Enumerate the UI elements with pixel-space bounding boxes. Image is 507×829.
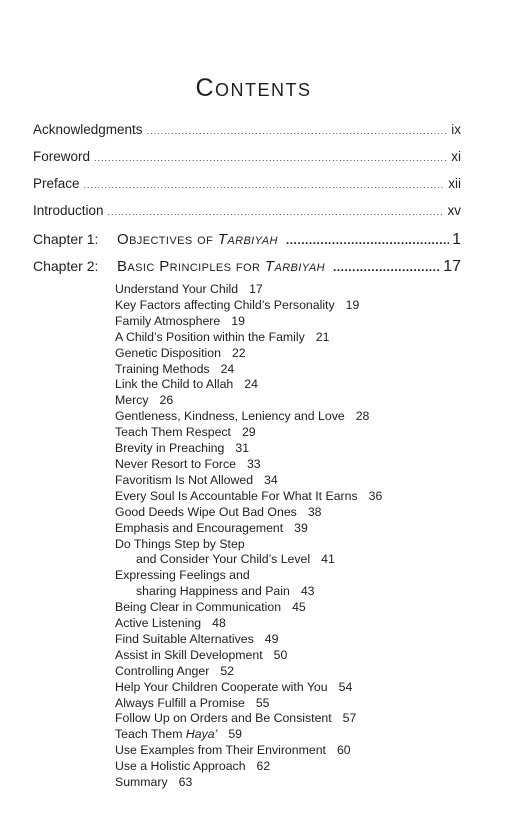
- dot-leader: [94, 149, 447, 167]
- section-entry[interactable]: Use Examples from Their Environment 60: [115, 743, 351, 758]
- section-entry[interactable]: Key Factors affecting Child’s Personality 19: [115, 297, 360, 312]
- section-entry[interactable]: Mercy 26: [115, 393, 174, 408]
- chapter-number: Chapter 1:: [33, 231, 99, 247]
- section-entry[interactable]: A Child’s Position within the Family 21: [115, 329, 330, 344]
- section-entry[interactable]: Controlling Anger 52: [115, 663, 235, 678]
- section-entry-continuation[interactable]: sharing Happiness and Pain 43: [136, 584, 315, 599]
- section-entry[interactable]: Expressing Feelings and: [115, 568, 250, 583]
- section-entry[interactable]: Do Things Step by Step: [115, 536, 245, 551]
- chapter-2-section-list: [115, 282, 475, 791]
- toc-entry-page: xi: [451, 149, 461, 164]
- section-entry[interactable]: Good Deeds Wipe Out Bad Ones 38: [115, 504, 322, 519]
- section-entry[interactable]: Genetic Disposition 22: [115, 345, 246, 360]
- toc-chapter-1[interactable]: [33, 229, 461, 250]
- dot-leader: [147, 122, 447, 140]
- section-entry[interactable]: Follow Up on Orders and Be Consistent 57: [115, 711, 357, 726]
- toc-entry-page: xii: [448, 176, 461, 191]
- section-entry[interactable]: Never Resort to Force 33: [115, 456, 261, 471]
- toc-entry-label: Preface: [33, 176, 80, 191]
- section-entry[interactable]: Assist in Skill Development 50: [115, 647, 288, 662]
- toc-entry-preface[interactable]: [33, 175, 461, 194]
- section-entry[interactable]: Being Clear in Communication 45: [115, 600, 306, 615]
- section-entry[interactable]: Link the Child to Allah 24: [115, 377, 258, 392]
- toc-chapter-2[interactable]: [33, 256, 461, 277]
- page-title: Contents: [195, 74, 312, 102]
- section-entry[interactable]: Help Your Children Cooperate with You 54: [115, 679, 353, 694]
- chapter-title: Objectives of Tarbiyah: [117, 231, 278, 248]
- toc-entry-label: Acknowledgments: [33, 122, 143, 137]
- section-entry[interactable]: Favoritism Is Not Allowed 34: [115, 472, 278, 487]
- section-entry[interactable]: Family Atmosphere 19: [115, 313, 245, 328]
- section-entry[interactable]: Emphasis and Encouragement 39: [115, 520, 308, 535]
- section-entry[interactable]: Training Methods 24: [115, 361, 235, 376]
- section-entry[interactable]: Active Listening 48: [115, 616, 226, 631]
- toc-entry-foreword[interactable]: [33, 148, 461, 167]
- dot-leader: [108, 203, 444, 221]
- toc-entry-label: Foreword: [33, 149, 91, 164]
- toc-entry-introduction[interactable]: [33, 202, 461, 221]
- dot-leader: [84, 176, 445, 194]
- section-entry[interactable]: Always Fulfill a Promise 55: [115, 695, 270, 710]
- section-entry[interactable]: Find Suitable Alternatives 49: [115, 631, 279, 646]
- section-entry[interactable]: Use a Holistic Approach 62: [115, 759, 271, 774]
- toc-entry-page: xv: [447, 203, 461, 218]
- section-entry[interactable]: Gentleness, Kindness, Leniency and Love 28: [115, 409, 370, 424]
- chapter-number: Chapter 2:: [33, 258, 99, 274]
- section-entry[interactable]: Teach Them Respect 29: [115, 425, 256, 440]
- toc-entry-acknowledgments[interactable]: [33, 121, 461, 140]
- chapter-page: 17: [443, 258, 461, 275]
- dot-leader: [286, 230, 449, 250]
- section-entry[interactable]: Understand Your Child 17: [115, 282, 263, 296]
- section-entry-continuation[interactable]: and Consider Your Child’s Level 41: [136, 552, 335, 567]
- chapter-page: 1: [452, 231, 461, 248]
- section-entry[interactable]: Every Soul Is Accountable For What It Earns 36: [115, 488, 383, 503]
- section-entry[interactable]: Brevity in Preaching 31: [115, 441, 250, 456]
- toc-entry-label: Introduction: [33, 203, 104, 218]
- toc-entry-page: ix: [451, 122, 461, 137]
- section-entry[interactable]: Summary 63: [115, 775, 193, 790]
- dot-leader: [333, 257, 440, 277]
- chapter-title: Basic Principles for Tarbiyah: [117, 258, 325, 275]
- section-entry[interactable]: Teach Them Haya’ 59: [115, 727, 242, 742]
